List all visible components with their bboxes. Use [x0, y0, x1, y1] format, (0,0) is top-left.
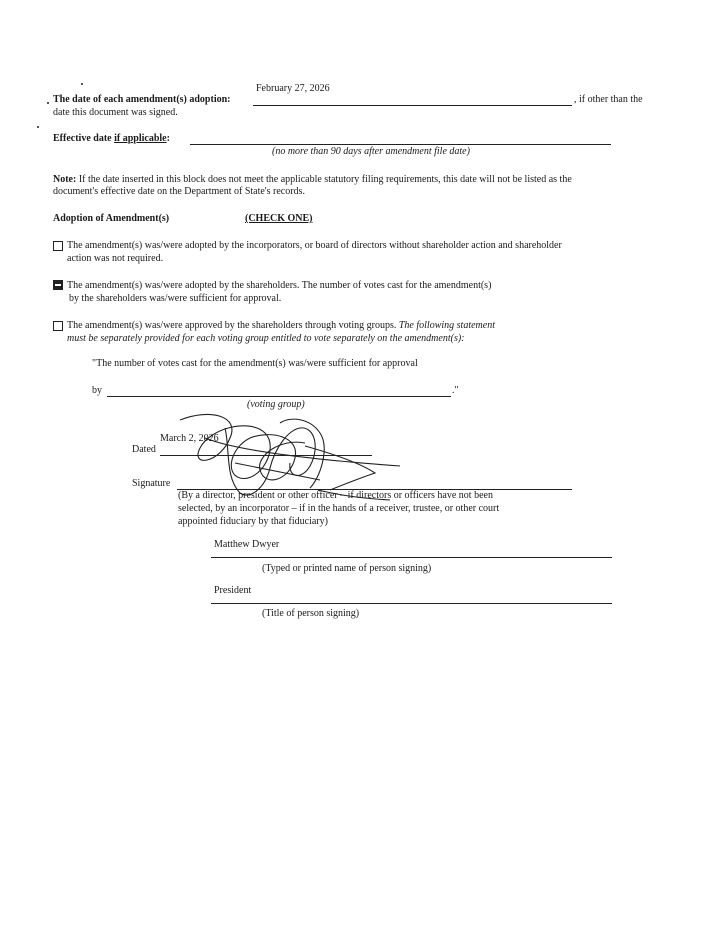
dated-value: March 2, 2026 — [160, 433, 219, 444]
option-voting-groups-line-1: The amendment(s) was/were approved by the shareholders through voting groups. The following statement — [67, 320, 495, 331]
adoption-date-line — [253, 105, 572, 106]
scan-mark — [37, 126, 39, 128]
adoption-date-value: February 27, 2026 — [256, 83, 330, 94]
adoption-date-continuation: date this document was signed. — [53, 107, 178, 118]
effective-date-line — [190, 144, 611, 145]
handwritten-signature — [170, 408, 410, 503]
scan-mark — [81, 83, 83, 85]
voting-statement-text: "The number of votes cast for the amendment(s) was/were sufficient for approval — [92, 358, 418, 369]
checkbox-board-adoption[interactable] — [53, 241, 63, 251]
option-board-line-1: The amendment(s) was/were adopted by the incorporators, or board of directors without shareholder action and shareholder — [67, 240, 562, 251]
option-shareholders-line-1: The amendment(s) was/were adopted by the shareholders. The number of votes cast for the amendment(s) — [67, 280, 492, 291]
effective-date-label: Effective date if applicable: — [53, 133, 170, 144]
adoption-date-label: The date of each amendment(s) adoption: — [53, 94, 231, 105]
checkbox-shareholder-adoption[interactable] — [53, 280, 63, 290]
signer-name-hint: (Typed or printed name of person signing) — [262, 563, 432, 574]
option-shareholders-line-2: by the shareholders was/were sufficient for approval. — [69, 293, 282, 304]
adoption-date-suffix: , if other than the — [574, 94, 643, 105]
signer-name-value: Matthew Dwyer — [214, 539, 280, 550]
note-line-1: Note: If the date inserted in this block does not meet the applicable statutory filing requirements, this date will not be listed as the — [53, 174, 572, 185]
signature-note-line-2: selected, by an incorporator – if in the hands of a receiver, trustee, or other court — [178, 503, 500, 514]
signature-label: Signature — [132, 478, 171, 489]
voting-by-label: by — [92, 385, 102, 396]
effective-date-hint: (no more than 90 days after amendment file date) — [272, 146, 470, 157]
signer-title-hint: (Title of person signing) — [262, 608, 360, 619]
option-voting-groups-line-2: must be separately provided for each voting group entitled to vote separately on the amendment(s): — [67, 333, 465, 344]
voting-closing-quote: ." — [452, 385, 459, 396]
voting-group-line — [107, 396, 451, 397]
signature-note-line-1: (By a director, president or other officer – if directors or officers have not been — [178, 490, 493, 501]
signer-name-line — [211, 557, 612, 558]
dated-label: Dated — [132, 444, 156, 455]
signer-title-value: President — [214, 585, 252, 596]
scan-mark — [47, 102, 49, 104]
voting-group-hint: (voting group) — [247, 399, 305, 410]
note-line-2: document's effective date on the Department of State's records. — [53, 186, 305, 197]
checkbox-voting-groups[interactable] — [53, 321, 63, 331]
check-one-label: (CHECK ONE) — [245, 213, 313, 224]
adoption-heading: Adoption of Amendment(s) — [53, 213, 170, 224]
option-board-line-2: action was not required. — [67, 253, 164, 264]
signer-title-line — [211, 603, 612, 604]
signature-note-line-3: appointed fiduciary by that fiduciary) — [178, 516, 328, 527]
